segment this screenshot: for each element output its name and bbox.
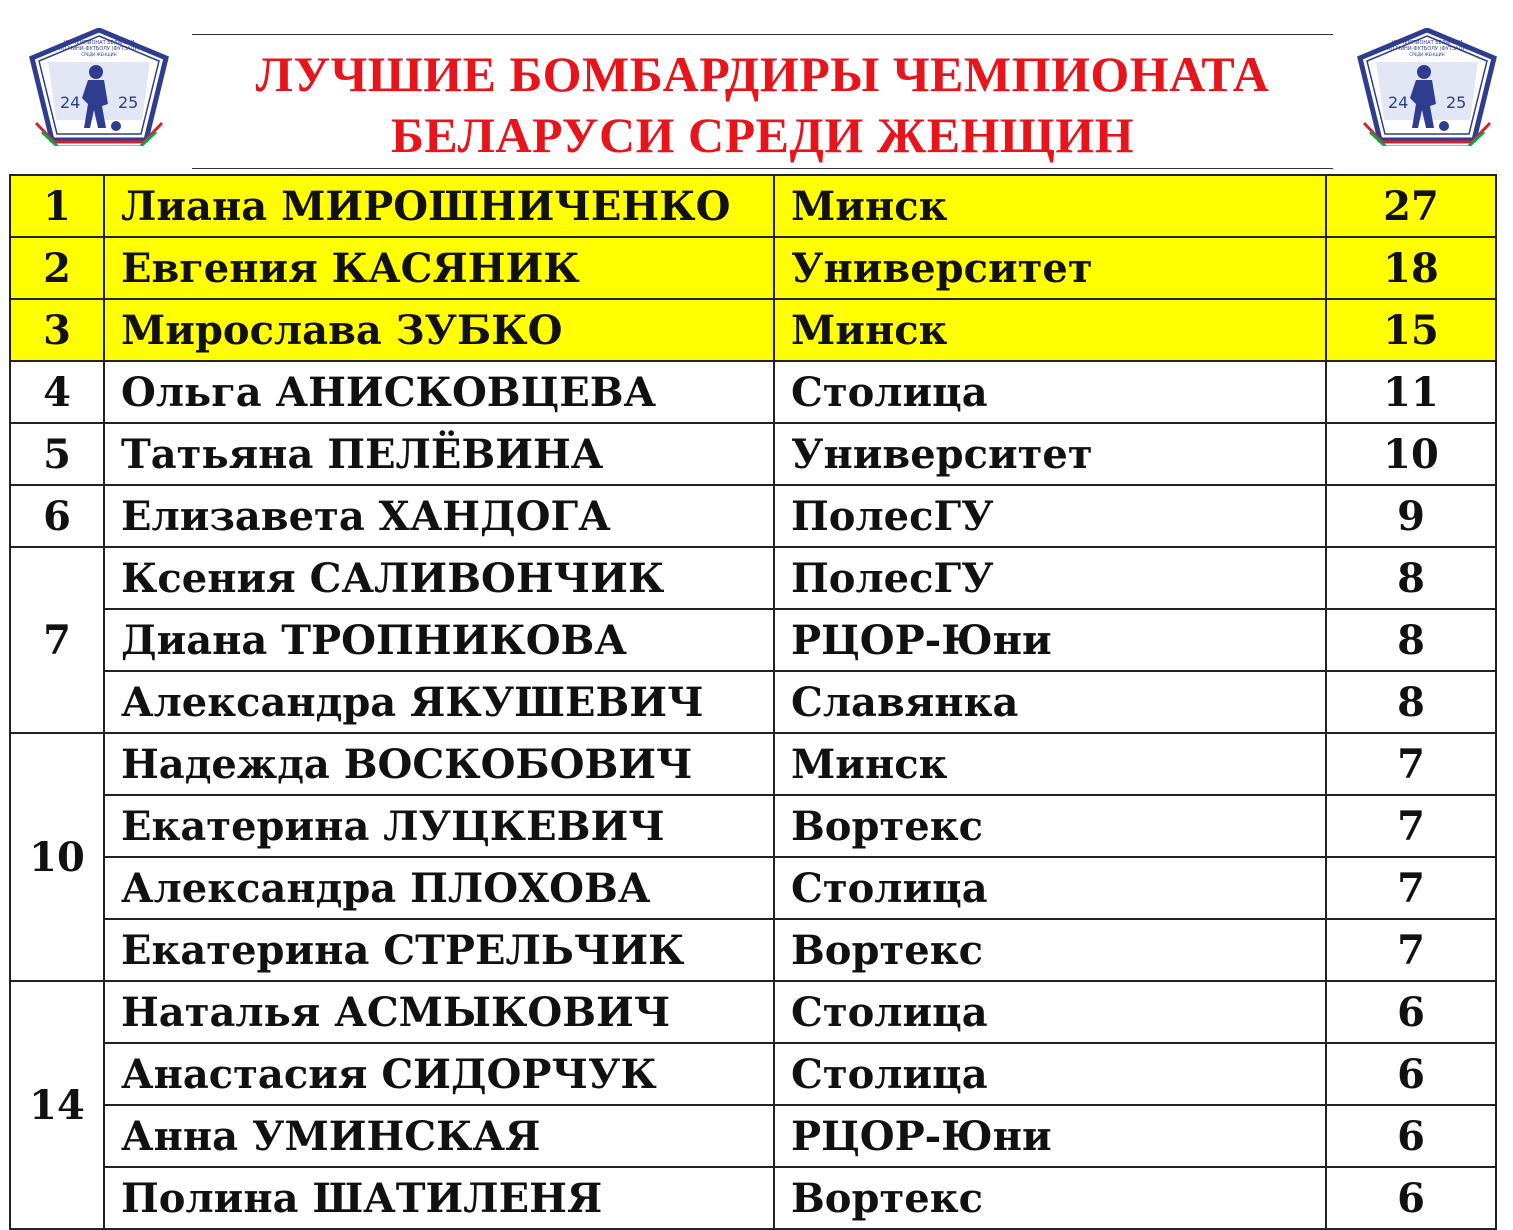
table-row <box>10 671 1496 733</box>
player-name-cell: Наталья АСМЫКОВИЧ <box>104 981 774 1043</box>
player-name-cell: Елизавета ХАНДОГА <box>104 485 774 547</box>
goals-cell: 6 <box>1326 1167 1496 1229</box>
player-name-cell: Александра ЯКУШЕВИЧ <box>104 671 774 733</box>
player-name-cell: Анастасия СИДОРЧУК <box>104 1043 774 1105</box>
player-name-cell: Евгения КАСЯНИК <box>104 237 774 299</box>
goals-cell: 7 <box>1326 857 1496 919</box>
svg-text:24: 24 <box>60 93 81 112</box>
table-row <box>10 919 1496 981</box>
player-name-cell: Александра ПЛОХОВА <box>104 857 774 919</box>
scorers-table-body <box>10 175 1496 1229</box>
club-cell: Университет <box>774 237 1326 299</box>
svg-text:ПО МИНИ-ФУТБОЛУ (ФУТЗАЛУ): ПО МИНИ-ФУТБОЛУ (ФУТЗАЛУ) <box>58 46 140 52</box>
player-name-cell: Екатерина ЛУЦКЕВИЧ <box>104 795 774 857</box>
svg-text:24: 24 <box>1388 93 1409 112</box>
goals-cell: 9 <box>1326 485 1496 547</box>
club-cell: Университет <box>774 423 1326 485</box>
goals-cell: 6 <box>1326 981 1496 1043</box>
svg-text:25: 25 <box>118 93 139 112</box>
svg-text:СРЕДИ ЖЕНЩИН: СРЕДИ ЖЕНЩИН <box>1409 52 1445 57</box>
club-cell: Славянка <box>774 671 1326 733</box>
club-cell: РЦОР-Юни <box>774 1105 1326 1167</box>
club-cell: ПолесГУ <box>774 547 1326 609</box>
championship-logo-left <box>28 28 170 146</box>
table-row <box>10 609 1496 671</box>
svg-text:СРЕДИ ЖЕНЩИН: СРЕДИ ЖЕНЩИН <box>81 52 117 57</box>
club-cell: Столица <box>774 857 1326 919</box>
place-cell: 1 <box>10 175 104 237</box>
player-name-cell: Ксения САЛИВОНЧИК <box>104 547 774 609</box>
goals-cell: 8 <box>1326 609 1496 671</box>
goals-cell: 15 <box>1326 299 1496 361</box>
player-name-cell: Мирослава ЗУБКО <box>104 299 774 361</box>
place-cell: 5 <box>10 423 104 485</box>
table-row <box>10 1105 1496 1167</box>
title-line-1: ЛУЧШИЕ БОМБАРДИРЫ ЧЕМПИОНАТА <box>255 46 1270 102</box>
club-cell: Столица <box>774 361 1326 423</box>
table-row <box>10 423 1496 485</box>
place-cell: 3 <box>10 299 104 361</box>
place-cell: 10 <box>10 733 104 981</box>
table-row <box>10 175 1496 237</box>
place-cell: 7 <box>10 547 104 733</box>
club-cell: Столица <box>774 1043 1326 1105</box>
club-cell: Столица <box>774 981 1326 1043</box>
goals-cell: 7 <box>1326 733 1496 795</box>
player-name-cell: Екатерина СТРЕЛЬЧИК <box>104 919 774 981</box>
club-cell: ПолесГУ <box>774 485 1326 547</box>
table-row <box>10 299 1496 361</box>
svg-text:25: 25 <box>1446 93 1467 112</box>
club-cell: РЦОР-Юни <box>774 609 1326 671</box>
goals-cell: 18 <box>1326 237 1496 299</box>
table-row <box>10 361 1496 423</box>
title-line-2: БЕЛАРУСИ СРЕДИ ЖЕНЩИН <box>390 107 1135 163</box>
player-name-cell: Полина ШАТИЛЕНЯ <box>104 1167 774 1229</box>
place-cell: 6 <box>10 485 104 547</box>
player-name-cell: Надежда ВОСКОБОВИЧ <box>104 733 774 795</box>
club-cell: Вортекс <box>774 795 1326 857</box>
goals-cell: 7 <box>1326 795 1496 857</box>
club-cell: Вортекс <box>774 919 1326 981</box>
table-row <box>10 981 1496 1043</box>
scorers-table <box>9 174 1497 1230</box>
place-cell: 14 <box>10 981 104 1229</box>
page-title <box>192 44 1333 166</box>
svg-text:ПО МИНИ-ФУТБОЛУ (ФУТЗАЛУ): ПО МИНИ-ФУТБОЛУ (ФУТЗАЛУ) <box>1386 46 1468 52</box>
player-name-cell: Диана ТРОПНИКОВА <box>104 609 774 671</box>
goals-cell: 8 <box>1326 547 1496 609</box>
table-row <box>10 733 1496 795</box>
goals-cell: 27 <box>1326 175 1496 237</box>
table-row <box>10 547 1496 609</box>
svg-text:VIII ЧЕМПИОНАТ БЕЛАРУСИ: VIII ЧЕМПИОНАТ БЕЛАРУСИ <box>1391 40 1463 46</box>
table-row <box>10 857 1496 919</box>
goals-cell: 6 <box>1326 1043 1496 1105</box>
place-cell: 4 <box>10 361 104 423</box>
club-cell: Вортекс <box>774 1167 1326 1229</box>
player-name-cell: Татьяна ПЕЛЁВИНА <box>104 423 774 485</box>
player-name-cell: Анна УМИНСКАЯ <box>104 1105 774 1167</box>
player-name-cell: Лиана МИРОШНИЧЕНКО <box>104 175 774 237</box>
table-row <box>10 795 1496 857</box>
club-cell: Минск <box>774 299 1326 361</box>
club-cell: Минск <box>774 175 1326 237</box>
club-cell: Минск <box>774 733 1326 795</box>
table-row <box>10 1167 1496 1229</box>
championship-logo-right <box>1356 28 1498 146</box>
goals-cell: 6 <box>1326 1105 1496 1167</box>
goals-cell: 10 <box>1326 423 1496 485</box>
player-name-cell: Ольга АНИСКОВЦЕВА <box>104 361 774 423</box>
table-row <box>10 237 1496 299</box>
svg-text:VIII ЧЕМПИОНАТ БЕЛАРУСИ: VIII ЧЕМПИОНАТ БЕЛАРУСИ <box>63 40 135 46</box>
title-rule-bottom <box>192 168 1333 169</box>
goals-cell: 8 <box>1326 671 1496 733</box>
place-cell: 2 <box>10 237 104 299</box>
goals-cell: 11 <box>1326 361 1496 423</box>
goals-cell: 7 <box>1326 919 1496 981</box>
title-rule-top <box>192 34 1333 35</box>
table-row <box>10 1043 1496 1105</box>
table-row <box>10 485 1496 547</box>
